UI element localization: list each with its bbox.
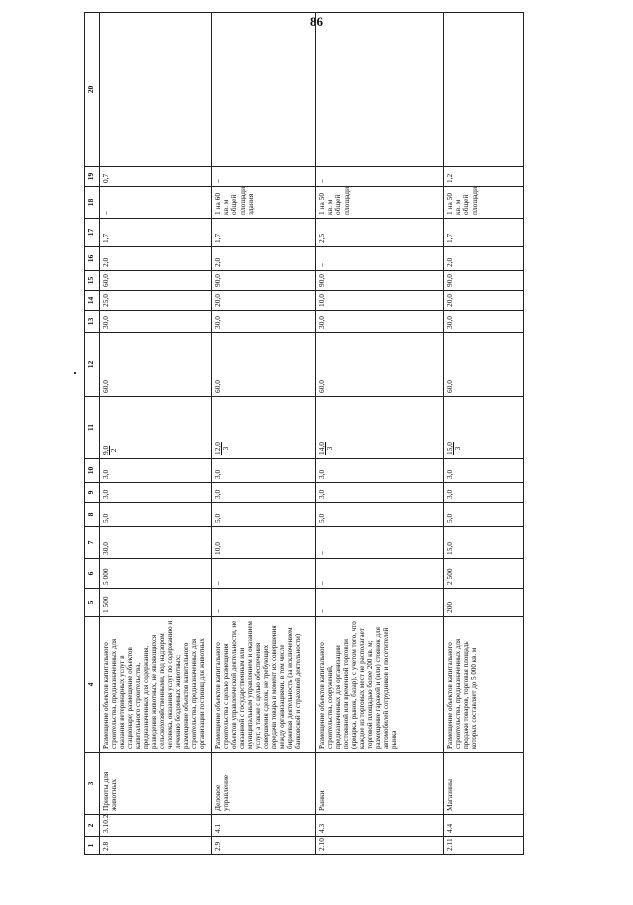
table-row: [444, 13, 524, 855]
table-cell: 90,0: [444, 271, 524, 291]
table-cell: 1,7: [212, 219, 316, 247]
table-cell: 5,0: [444, 503, 524, 527]
land-use-name: Приюты для животных: [100, 753, 212, 815]
header-cell: 17: [85, 219, 100, 247]
header-cell: 10: [85, 459, 100, 483]
fraction-value: [318, 442, 334, 455]
table-cell: –: [212, 167, 316, 187]
table-cell: –: [212, 589, 316, 617]
header-cell: 1: [85, 837, 100, 855]
header-cell: 3: [85, 753, 100, 815]
table-cell: 3,0: [100, 459, 212, 483]
fraction-numerator: 12,0: [213, 442, 222, 455]
table-cell: 90,0: [212, 271, 316, 291]
table-cell: 1 на 50 кв. м общей площади: [444, 187, 524, 219]
land-use-name: Деловое управление: [212, 753, 316, 815]
fraction-numerator: 14,0: [317, 442, 326, 455]
table-cell: 3,0: [444, 483, 524, 503]
header-cell: 13: [85, 311, 100, 333]
table-cell: 5,0: [316, 503, 444, 527]
fraction-numerator: 9,0: [101, 445, 110, 455]
table-cell: 20,0: [444, 291, 524, 311]
land-use-description: Размещение объектов капитального строительства с целью размещения объектов управленческой деятельности, не связанной с государственным или муниципальным управлением и оказанием услуг, а также с целью обеспечения совершения сделок, не требующих передачи товара в момент их совершения между организациями, в том числе биржевая деятельность (за исключением банковской и страховой деятельности): [212, 617, 316, 753]
table-cell: 10,0: [212, 527, 316, 559]
table-cell: 2 500: [444, 559, 524, 589]
table-cell: 3,0: [316, 483, 444, 503]
row-number: 2.9: [212, 837, 316, 855]
table-cell: 5 000: [100, 559, 212, 589]
header-cell: 2: [85, 815, 100, 837]
table-cell: 0,7: [100, 167, 212, 187]
table-cell: [212, 397, 316, 459]
table-cell: 1,2: [444, 167, 524, 187]
table-cell: [444, 13, 524, 167]
table-cell: 20,0: [212, 291, 316, 311]
table-cell: 1 на 60 кв. м общей площади здания: [212, 187, 316, 219]
header-cell: 5: [85, 589, 100, 617]
header-cell: 7: [85, 527, 100, 559]
table-cell: 2,0: [100, 247, 212, 271]
header-cell: 9: [85, 483, 100, 503]
table-cell: 30,0: [100, 527, 212, 559]
table-cell: 30,0: [212, 311, 316, 333]
table-cell: [100, 397, 212, 459]
header-cell: 8: [85, 503, 100, 527]
table-cell: 90,0: [316, 271, 444, 291]
land-use-description: Размещение объектов капитального строительства, сооружений, предназначенных для организации постоянной или временной торговли (ярмарка, рынок, базар), с учетом того, что каждое из торговых мест не располагает торговой площадью более 200 кв. м; размещение гаражей и (или) стоянок для автомобилей сотрудников и посетителей рынка: [316, 617, 444, 753]
table-cell: [212, 13, 316, 167]
row-number: 2.8: [100, 837, 212, 855]
land-use-code: 3.10.2: [100, 815, 212, 837]
table-cell: 30,0: [444, 311, 524, 333]
zoning-parameters-table: [84, 12, 524, 855]
table-row: [100, 13, 212, 855]
land-use-description: Размещение объектов капитального строительства, предназначенных для продажи товаров, торговая площадь которых составляет до 5 000 кв. м: [444, 617, 524, 753]
land-use-code: 4.1: [212, 815, 316, 837]
fraction-value: [214, 442, 230, 455]
fraction-numerator: 15,0: [445, 442, 454, 455]
table-row: [316, 13, 444, 855]
fraction-denominator: 3: [325, 446, 334, 451]
table-cell: 1 500: [100, 589, 212, 617]
header-cell: 12: [85, 333, 100, 397]
rotated-table-container: [84, 53, 539, 855]
header-row: [85, 13, 100, 855]
row-number: 2.11: [444, 837, 524, 855]
table-cell: 30,0: [316, 311, 444, 333]
header-cell: 11: [85, 397, 100, 459]
land-use-name: Рынки: [316, 753, 444, 815]
table-cell: –: [316, 589, 444, 617]
header-cell: 18: [85, 187, 100, 219]
table-cell: –: [316, 527, 444, 559]
table-cell: 30,0: [100, 311, 212, 333]
table-cell: 60,0: [444, 333, 524, 397]
table-cell: 3,0: [100, 483, 212, 503]
table-row: [212, 13, 316, 855]
fraction-value: [446, 442, 462, 455]
table-cell: –: [212, 559, 316, 589]
table-cell: –: [316, 247, 444, 271]
table-cell: 60,0: [212, 333, 316, 397]
table-cell: 1 на 50 кв. м общей площади: [316, 187, 444, 219]
fraction-denominator: 3: [453, 446, 462, 451]
table-cell: 25,0: [100, 291, 212, 311]
table-cell: 200: [444, 589, 524, 617]
table-cell: [316, 13, 444, 167]
page-number: 86: [310, 14, 323, 29]
table-cell: 3,0: [212, 483, 316, 503]
header-cell: 6: [85, 559, 100, 589]
header-cell: 15: [85, 271, 100, 291]
table-cell: –: [316, 559, 444, 589]
table-cell: 3,0: [444, 459, 524, 483]
table-cell: 60,0: [100, 333, 212, 397]
table-cell: 60,0: [316, 333, 444, 397]
fraction-denominator: 2: [109, 448, 118, 453]
table-cell: 2,0: [212, 247, 316, 271]
table-cell: 5,0: [100, 503, 212, 527]
land-use-code: 4.3: [316, 815, 444, 837]
row-number: 2.10: [316, 837, 444, 855]
table-cell: –: [316, 167, 444, 187]
header-cell: 19: [85, 167, 100, 187]
table-cell: 3,0: [316, 459, 444, 483]
header-cell: 14: [85, 291, 100, 311]
header-cell: 20: [85, 13, 100, 167]
table-cell: 10,0: [316, 291, 444, 311]
land-use-description: Размещение объектов капитального строительства, предназначенных для оказания ветеринарных услуг в стационаре; размещение объектов капитального строительства, предназначенных для содержания, разведения животных, не являющихся сельскохозяйственными, под надзором человека, оказания услуг по содержанию и лечению бездомных животных; размещение объектов капитального строительства, предназначенных для организации гостиниц для животных: [100, 617, 212, 753]
land-use-name: Магазины: [444, 753, 524, 815]
table-cell: 2,0: [444, 247, 524, 271]
table-cell: 1,7: [444, 219, 524, 247]
table-cell: [100, 13, 212, 167]
stray-dot: [74, 372, 76, 374]
table-cell: [444, 397, 524, 459]
table-cell: –: [100, 187, 212, 219]
header-cell: 16: [85, 247, 100, 271]
land-use-code: 4.4: [444, 815, 524, 837]
table-cell: 5,0: [212, 503, 316, 527]
table-cell: 1,7: [100, 219, 212, 247]
table-cell: 60,0: [100, 271, 212, 291]
fraction-denominator: 3: [221, 446, 230, 451]
table-cell: [316, 397, 444, 459]
table-cell: 3,0: [212, 459, 316, 483]
table-cell: 2,5: [316, 219, 444, 247]
fraction-value: [102, 446, 118, 455]
header-cell: 4: [85, 617, 100, 753]
table-cell: 15,0: [444, 527, 524, 559]
